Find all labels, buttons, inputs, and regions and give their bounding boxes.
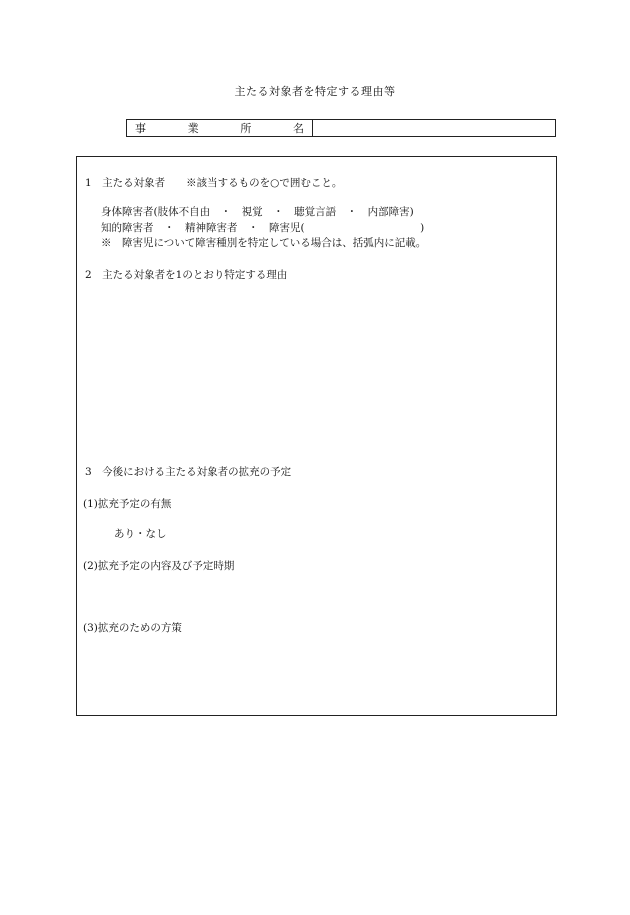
section3-heading: 3 今後における主たる対象者の拡充の予定 — [85, 466, 292, 478]
office-label-char: 名 — [292, 122, 304, 135]
section2-heading: 2 主たる対象者を1のとおり特定する理由 — [85, 269, 288, 281]
section3-sub1-heading: (1)拡充予定の有無 — [83, 498, 172, 510]
office-name-row — [126, 119, 556, 137]
section1-other-options: 知的障害者 ・ 精神障害者 ・ 障害児( ) — [101, 222, 425, 234]
section3-sub2-heading: (2)拡充予定の内容及び予定時期 — [83, 560, 235, 572]
section1-heading: 1 主たる対象者 ※該当するものを○で囲むこと。 — [85, 177, 343, 189]
office-name-label — [127, 120, 313, 136]
office-label-char: 業 — [187, 122, 199, 135]
section1-note: ※ 障害児について障害種別を特定している場合は、括弧内に記載。 — [101, 237, 427, 249]
main-form-box — [76, 156, 557, 716]
section1-physical-options: 身体障害者(肢体不自由 ・ 視覚 ・ 聴覚言語 ・ 内部障害) — [101, 206, 414, 218]
office-label-char: 所 — [240, 122, 252, 135]
office-name-value[interactable] — [313, 120, 555, 136]
office-label-char: 事 — [135, 122, 146, 135]
section3-sub3-heading: (3)拡充のための方策 — [83, 622, 182, 634]
section3-sub1-answer: あり・なし — [114, 528, 167, 540]
document-title: 主たる対象者を特定する理由等 — [234, 85, 396, 98]
